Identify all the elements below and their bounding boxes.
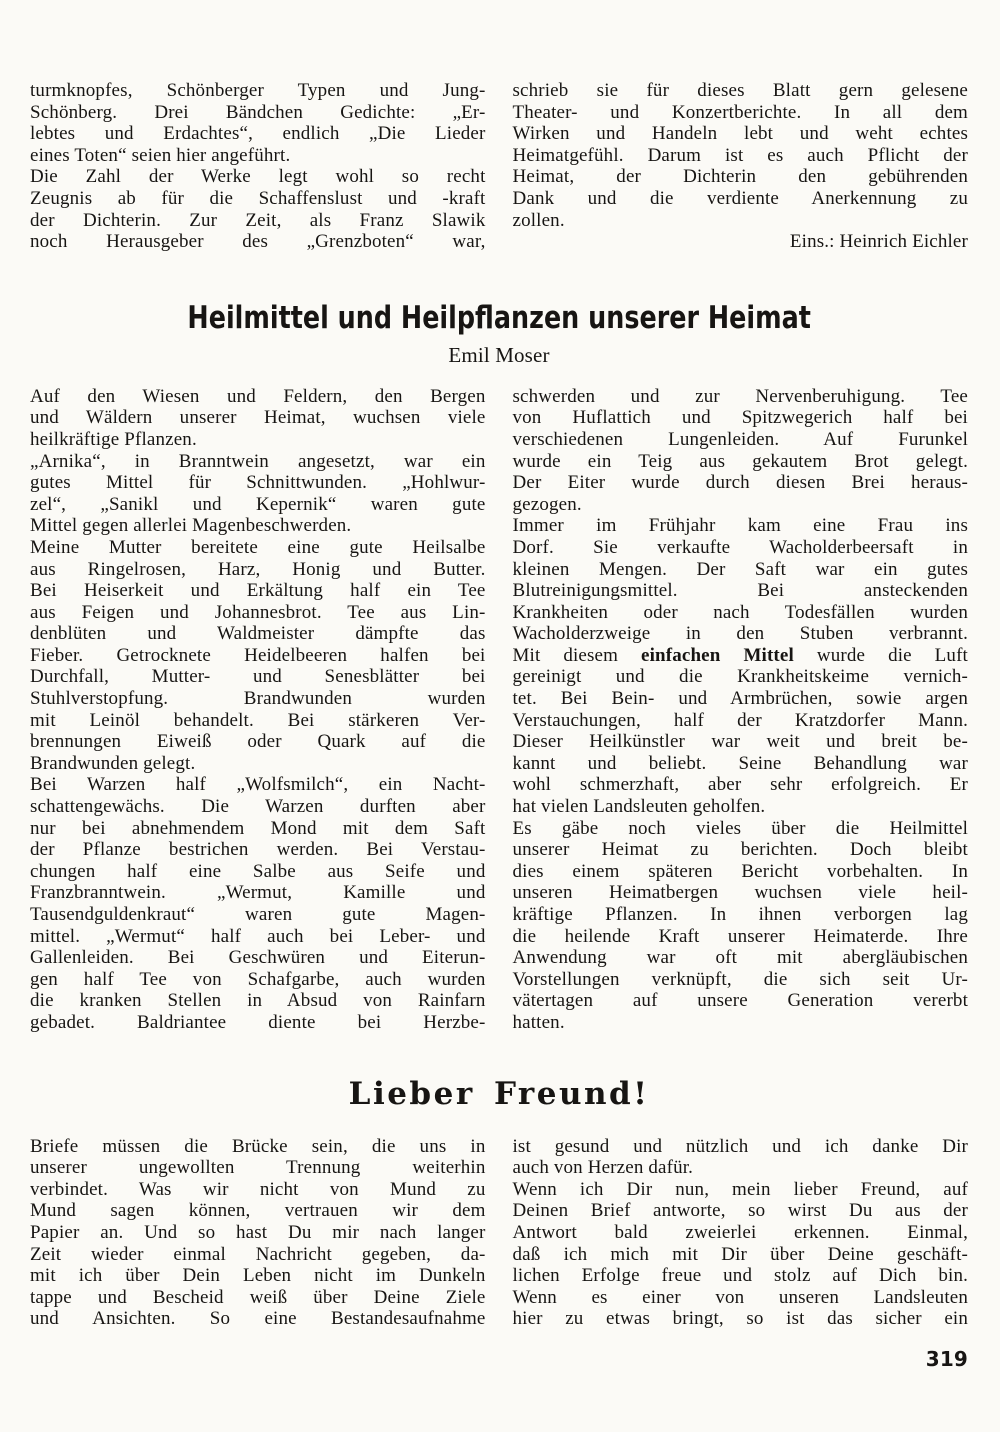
text-line: tet. Bei Bein- und Armbrüchen, sowie argen xyxy=(512,688,968,710)
text-line: der Dichterin. Zur Zeit, als Franz Slawik xyxy=(30,209,486,231)
text-line: Mittel gegen allerlei Magenbeschwerden. xyxy=(30,515,352,537)
text-line: daß ich mich mit Dir über Deine geschäft- xyxy=(512,1243,968,1265)
text-line: kannt und beliebt. Seine Behandlung war xyxy=(512,752,968,774)
text-line: gutes Mittel für Schnittwunden. „Hohlwur- xyxy=(30,472,486,494)
text-line: Zeugnis ab für die Schaffenslust und -kraft xyxy=(30,187,486,209)
text-line: Durchfall, Mutter- und Senesblätter bei xyxy=(30,666,486,688)
text-line: Die Zahl der Werke legt wohl so recht xyxy=(30,166,486,188)
text-line: heilkräftige Pflanzen. xyxy=(30,428,197,450)
text-line: Bei Warzen half „Wolfsmilch“, ein Nacht- xyxy=(30,774,486,796)
text-line: Dieser Heilkünstler war weit und breit be- xyxy=(512,731,968,753)
text-line: Briefe müssen die Brücke sein, die uns in xyxy=(30,1135,486,1157)
text-line: und Wäldern unserer Heimat, wuchsen viele xyxy=(30,407,486,429)
text-line: Krankheiten oder nach Todesfällen wurden xyxy=(512,601,968,623)
text-line: Dorf. Sie verkaufte Wacholderbeersaft in xyxy=(512,536,968,558)
text-line: unseren Heimatbergen wuchsen viele heil- xyxy=(512,882,968,904)
text-line: der Pflanze bestrichen werden. Bei Verstau- xyxy=(30,839,486,861)
text-line: und Ansichten. So eine Bestandesaufnahme xyxy=(30,1308,486,1330)
text-line: Bei Heiserkeit und Erkältung half ein Tee xyxy=(30,580,486,602)
text-line: Stuhlverstopfung. Brandwunden wurden xyxy=(30,688,486,710)
text-line: eines Toten“ seien hier angeführt. xyxy=(30,144,291,166)
text-line: lebtes und Erdachtes“, endlich „Die Lieder xyxy=(30,123,486,145)
text-line: dies einem späteren Bericht vorbehalten. In xyxy=(512,860,968,882)
text-line: vätertagen auf unsere Generation vererbt xyxy=(512,990,968,1012)
text-line: hier zu etwas bringt, so ist das sicher ein xyxy=(512,1308,968,1330)
text-line: gen half Tee von Schafgarbe, auch wurden xyxy=(30,968,486,990)
text-line: mit ich über Dein Leben nicht im Dunkeln xyxy=(30,1265,486,1287)
text-line: Wirken und Handeln lebt und weht echtes xyxy=(512,123,968,145)
text-line: Immer im Frühjahr kam eine Frau ins xyxy=(512,515,968,537)
continued-article xyxy=(30,80,968,253)
text-line: Zeit wieder einmal Nachricht gegeben, da- xyxy=(30,1243,486,1265)
text-line: Theater- und Konzertberichte. In all dem xyxy=(512,101,968,123)
article-header xyxy=(30,300,968,368)
text-line: aus Feigen und Johannesbrot. Tee aus Lin- xyxy=(30,601,486,623)
text-line: Es gäbe noch vieles über die Heilmittel xyxy=(512,817,968,839)
text-line: Dank und die verdiente Anerkennung zu xyxy=(512,187,968,209)
text-line: Papier an. Und so hast Du mir nach langer xyxy=(30,1221,486,1243)
text-line: schwerden und zur Nervenberuhigung. Tee xyxy=(512,385,968,407)
column-right xyxy=(513,386,969,1034)
text-line: tappe und Bescheid weiß über Deine Ziele xyxy=(30,1286,486,1308)
text-line: mittel. „Wermut“ half auch bei Leber- und xyxy=(30,925,486,947)
text-line: Brandwunden gelegt. xyxy=(30,752,196,774)
text-line: auch von Herzen dafür. xyxy=(512,1157,694,1179)
text-line: Vorstellungen verknüpft, die sich seit Ur- xyxy=(512,968,968,990)
text-line: „Arnika“, in Branntwein angesetzt, war ein xyxy=(30,450,486,472)
text-line: zel“, „Sanikl und Kepernik“ waren gute xyxy=(30,493,486,515)
text-line: hatten. xyxy=(512,1011,565,1033)
text-line: Gallenleiden. Bei Geschwüren und Eiterun- xyxy=(30,947,486,969)
text-line: noch Herausgeber des „Grenzboten“ war, xyxy=(30,231,486,253)
text-line: chungen half eine Salbe aus Seife und xyxy=(30,860,486,882)
text-line: denblüten und Waldmeister dämpfte das xyxy=(30,623,486,645)
text-line: kräftige Pflanzen. In ihnen verborgen lag xyxy=(512,904,968,925)
text-line: Auf den Wiesen und Feldern, den Bergen xyxy=(30,385,486,407)
text-line: mit Leinöl behandelt. Bei stärkeren Ver- xyxy=(30,709,486,731)
text-line: gebadet. Baldriantee diente bei Herzbe- xyxy=(30,1011,486,1033)
text-line: unserer Heimat zu berichten. Doch bleibt xyxy=(512,839,968,861)
text-line: schrieb sie für dieses Blatt gern gelesene xyxy=(512,80,968,101)
text-line: zollen. xyxy=(512,209,565,231)
text-line: Deinen Brief antworte, so wirst Du aus der xyxy=(512,1200,968,1222)
text-line: Franzbranntwein. „Wermut, Kamille und xyxy=(30,882,486,904)
page-number: 319 xyxy=(925,1346,968,1371)
letter-article xyxy=(30,1074,968,1330)
letter-title: Lieber Freund! xyxy=(348,1075,650,1112)
text-line: Der Eiter wurde durch diesen Brei heraus- xyxy=(512,472,968,494)
heilmittel-article xyxy=(30,300,968,1034)
text-line: von Huflattich und Spitzwegerich half bei xyxy=(512,407,968,429)
text-line: wohl schmerzhaft, aber sehr erfolgreich. Er xyxy=(512,774,968,796)
text-line: gezogen. xyxy=(512,493,582,515)
text-line: Wenn ich Dir nun, mein lieber Freund, auf xyxy=(512,1178,968,1200)
article-title: Heilmittel und Heilpflanzen unserer Heimat xyxy=(187,299,811,336)
text-line: unserer ungewollten Trennung weiterhin xyxy=(30,1157,486,1179)
text-line: Anwendung war oft mit abergläubischen xyxy=(512,947,968,969)
text-line: brennungen Eiweiß oder Quark auf die xyxy=(30,731,486,753)
letter-body xyxy=(30,1136,968,1330)
text-line: verschiedenen Lungenleiden. Auf Furunkel xyxy=(512,428,968,450)
text-line: Fieber. Getrocknete Heidelbeeren halfen bei xyxy=(30,644,486,666)
text-line: Heimatgefühl. Darum ist es auch Pflicht der xyxy=(512,144,968,166)
text-line: Meine Mutter bereitete eine gute Heilsalbe xyxy=(30,536,486,558)
text-line: Verstauchungen, half der Kratzdorfer Mann. xyxy=(512,709,968,731)
text-line: Heimat, der Dichterin den gebührenden xyxy=(512,166,968,188)
column-right xyxy=(513,1136,969,1330)
text-line: kleinen Mengen. Der Saft war ein gutes xyxy=(512,558,968,580)
text-line: Mund sagen können, vertrauen wir dem xyxy=(30,1200,486,1222)
text-line: gereinigt und die Krankheitskeime vernich- xyxy=(512,666,968,688)
letter-header xyxy=(30,1074,968,1114)
text-line: schattengewächs. Die Warzen durften aber xyxy=(30,796,486,818)
text-line: ist gesund und nützlich und ich danke Dir xyxy=(512,1135,968,1157)
text-line: turmknopfes, Schönberger Typen und Jung- xyxy=(30,80,486,101)
text-line: Schönberg. Drei Bändchen Gedichte: „Er- xyxy=(30,101,486,123)
text-line: Blutreinigungsmittel. Bei ansteckenden xyxy=(512,580,968,602)
column-left xyxy=(30,1136,486,1330)
text-line: Mit diesem einfachen Mittel wurde die Luft xyxy=(512,644,968,666)
article-body xyxy=(30,386,968,1034)
text-line: aus Ringelrosen, Harz, Honig und Butter. xyxy=(30,558,486,580)
text-line: hat vielen Landsleuten geholfen. xyxy=(512,796,766,818)
text-line: Antwort bald zweierlei erkennen. Einmal, xyxy=(512,1221,968,1243)
text-line: Wacholderzweige in den Stuben verbrannt. xyxy=(512,623,968,645)
text-line: verbindet. Was wir nicht von Mund zu xyxy=(30,1178,486,1200)
text-line: nur bei abnehmendem Mond mit dem Saft xyxy=(30,817,486,839)
text-line: lichen Erfolge freue und stolz auf Dich bin. xyxy=(512,1265,968,1287)
column-left xyxy=(30,80,486,253)
text-line: die kranken Stellen in Absud von Rainfarn xyxy=(30,990,486,1012)
column-left xyxy=(30,386,486,1034)
text-line: Tausendguldenkraut“ waren gute Magen- xyxy=(30,904,486,925)
article-author: Emil Moser xyxy=(448,342,550,367)
text-line: wurde ein Teig aus gekautem Brot gelegt. xyxy=(512,450,968,472)
text-line: die heilende Kraft unserer Heimaterde. Ihre xyxy=(512,925,968,947)
text-line: Wenn es einer von unseren Landsleuten xyxy=(512,1286,968,1308)
column-right xyxy=(513,80,969,253)
signature: Eins.: Heinrich Eichler xyxy=(789,231,968,253)
